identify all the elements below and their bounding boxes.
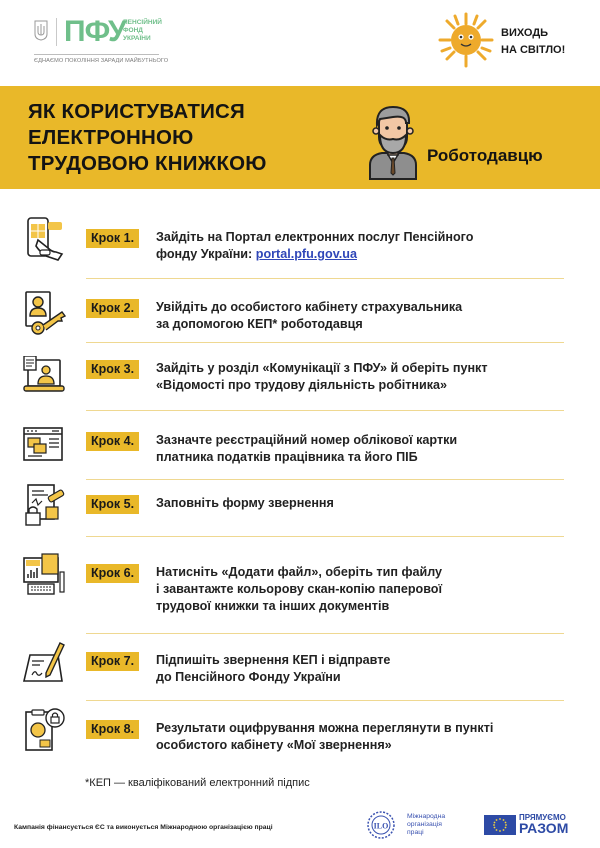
step-line bbox=[156, 246, 576, 263]
campaign-title bbox=[501, 25, 565, 59]
step-badge: Крок 2. bbox=[86, 299, 139, 318]
campaign-logo bbox=[438, 12, 588, 72]
form-lock-icon bbox=[22, 483, 68, 529]
step-line: Результати оцифрування можна переглянути в пункті bbox=[156, 721, 494, 735]
step-line: Заповніть форму звернення bbox=[156, 496, 334, 510]
title-line: ТРУДОВОЮ КНИЖКОЮ bbox=[28, 152, 267, 175]
campaign-line: ВИХОДЬ bbox=[501, 27, 549, 39]
ilo-line: праці bbox=[407, 829, 424, 836]
header bbox=[0, 0, 600, 85]
title-line: ЯК КОРИСТУВАТИСЯ bbox=[28, 100, 245, 123]
step-text bbox=[156, 229, 576, 263]
step-line: Натисніть «Додати файл», оберіть тип файлу bbox=[156, 565, 443, 579]
pfu-name-line: УКРАЇНИ bbox=[123, 35, 151, 42]
computer-upload-icon bbox=[22, 552, 68, 598]
step-text bbox=[156, 564, 576, 615]
ilo-emblem-icon bbox=[366, 810, 396, 840]
portal-link[interactable]: portal.pfu.gov.ua bbox=[255, 247, 357, 261]
step-divider bbox=[86, 278, 564, 279]
step-badge: Крок 5. bbox=[86, 495, 139, 514]
logo-divider bbox=[34, 54, 159, 55]
funding-text: Кампанія фінансується ЄС та виконується Міжнародною організацією праці bbox=[14, 824, 273, 831]
signature-pen-icon bbox=[22, 641, 68, 687]
logo-separator bbox=[56, 18, 57, 46]
step-line: за допомогою КЕП* роботодавця bbox=[156, 317, 363, 331]
pfu-name-line: ПЕНСІЙНИЙ bbox=[123, 19, 162, 26]
ilo-name bbox=[407, 813, 445, 837]
step-line: до Пенсійного Фонду України bbox=[156, 670, 341, 684]
step-text bbox=[156, 360, 576, 394]
ilo-logo bbox=[366, 810, 456, 840]
pfu-slogan: ЄДНАЄМО ПОКОЛІННЯ ЗАРАДИ МАЙБУТНЬОГО bbox=[34, 58, 169, 64]
step-line: «Відомості про трудову діяльність робітника» bbox=[156, 378, 448, 392]
pfu-name-line: ФОНД bbox=[123, 27, 143, 34]
svg-text:ILO: ILO bbox=[373, 821, 389, 831]
step-badge: Крок 8. bbox=[86, 720, 139, 739]
step-line: і завантажте кольорову скан-копію паперової bbox=[156, 582, 443, 596]
step-badge: Крок 6. bbox=[86, 564, 139, 583]
step-badge: Крок 1. bbox=[86, 229, 139, 248]
step-badge: Крок 4. bbox=[86, 432, 139, 451]
step-text bbox=[156, 652, 576, 686]
eu-logo bbox=[484, 813, 584, 837]
ilo-line: організація bbox=[407, 821, 442, 828]
step-divider bbox=[86, 342, 564, 343]
step-line: особистого кабінету «Мої звернення» bbox=[156, 738, 392, 752]
pfu-name bbox=[123, 19, 183, 43]
step-line: Зайдіть на Портал електронних послуг Пенсійного bbox=[156, 230, 474, 244]
pfu-abbr: ПФУ bbox=[64, 15, 126, 48]
step-text bbox=[156, 432, 576, 466]
step-line: платника податків працівника та його ПІБ bbox=[156, 450, 418, 464]
eu-flag-icon bbox=[484, 815, 516, 835]
phone-touch-icon bbox=[22, 216, 68, 262]
step-badge: Крок 3. bbox=[86, 360, 139, 379]
title-line: ЕЛЕКТРОННОЮ bbox=[28, 126, 194, 149]
step-divider bbox=[86, 410, 564, 411]
title-banner bbox=[0, 86, 600, 189]
footnote: *КЕП — кваліфікований електронний підпис bbox=[85, 777, 310, 789]
step-line: Зазначте реєстраційний номер облікової картки bbox=[156, 433, 458, 447]
audience-label: Роботодавцю bbox=[427, 146, 543, 165]
step-line: трудової книжки та інших документів bbox=[156, 599, 390, 613]
page-title bbox=[28, 99, 267, 177]
ilo-line: Міжнародна bbox=[407, 813, 446, 820]
laptop-user-icon bbox=[22, 356, 68, 402]
step-text bbox=[156, 720, 576, 754]
step-line-text: фонду України: bbox=[156, 247, 256, 261]
step-divider bbox=[86, 479, 564, 480]
trident-icon bbox=[34, 19, 48, 41]
step-badge: Крок 7. bbox=[86, 652, 139, 671]
step-text bbox=[156, 495, 576, 512]
step-divider bbox=[86, 536, 564, 537]
pfu-logo bbox=[30, 14, 170, 68]
document-lock-icon bbox=[22, 706, 68, 752]
user-key-icon bbox=[22, 290, 68, 336]
step-divider bbox=[86, 700, 564, 701]
step-line: Зайдіть у розділ «Комунікації з ПФУ» й оберіть пункт bbox=[156, 361, 488, 375]
step-line: Підпишіть звернення КЕП і відправте bbox=[156, 653, 391, 667]
employer-avatar-icon bbox=[366, 103, 420, 181]
step-divider bbox=[86, 633, 564, 634]
sun-icon bbox=[438, 12, 494, 68]
browser-window-icon bbox=[22, 424, 68, 470]
step-text bbox=[156, 299, 576, 333]
eu-slogan-top: ПРЯМУЄМО bbox=[519, 813, 566, 822]
eu-slogan-bottom: РАЗОМ bbox=[519, 820, 569, 836]
step-line: Увійдіть до особистого кабінету страхувальника bbox=[156, 300, 463, 314]
campaign-line: НА СВІТЛО! bbox=[501, 44, 566, 56]
